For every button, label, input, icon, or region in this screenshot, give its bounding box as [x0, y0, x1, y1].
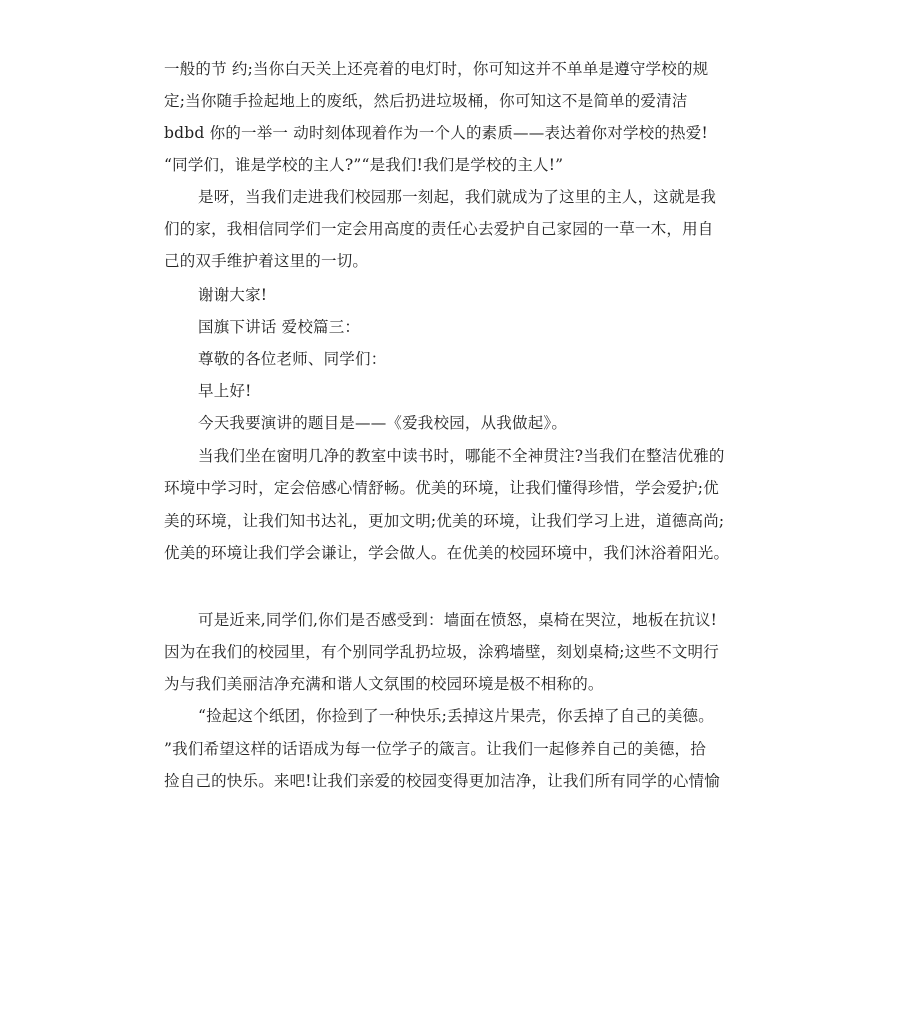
text-line: 今天我要演讲的题目是——《爱我校园，从我做起》。	[198, 414, 568, 432]
text-line: 尊敬的各位老师、同学们：	[198, 350, 387, 368]
text-line: 国旗下讲话 爱校篇三：	[198, 318, 361, 336]
text-line: 们的家，我相信同学们一定会用高度的责任心去爱护自己家园的一草一木，用自	[164, 220, 714, 238]
text-line: ”我们希望这样的话语成为每一位学子的箴言。让我们一起修养自己的美德，拾	[164, 740, 706, 758]
text-line: 为与我们美丽洁净充满和谐人文氛围的校园环境是极不相称的。	[164, 675, 604, 693]
text-line: 可是近来,同学们,你们是否感受到：墙面在愤怒，桌椅在哭泣，地板在抗议!	[198, 611, 718, 629]
text-line: 捡自己的快乐。来吧!让我们亲爱的校园变得更加洁净，让我们所有同学的心情愉	[164, 772, 720, 790]
text-line: bdbd 你的一举一 动时刻体现着作为一个人的素质——表达着你对学校的热爱!	[164, 124, 708, 142]
text-line: “捡起这个纸团，你捡到了一种快乐;丢掉这片果壳，你丢掉了自己的美德。	[198, 707, 714, 725]
text-line: 优美的环境让我们学会谦让，学会做人。在优美的校园环境中，我们沐浴着阳光。	[164, 544, 730, 562]
text-line: 当我们坐在窗明几净的教室中读书时，哪能不全神贯注?当我们在整洁优雅的	[198, 447, 725, 465]
text-line: 是呀，当我们走进我们校园那一刻起，我们就成为了这里的主人，这就是我	[198, 188, 717, 206]
text-line: 早上好!	[198, 382, 252, 400]
text-line: 谢谢大家!	[198, 286, 268, 304]
text-line: 己的双手维护着这里的一切。	[164, 252, 369, 270]
text-line: 环境中学习时，定会倍感心情舒畅。优美的环境，让我们懂得珍惜，学会爱护;优	[164, 479, 719, 497]
text-line: “同学们，谁是学校的主人?”“是我们!我们是学校的主人!”	[164, 156, 564, 174]
text-line: 因为在我们的校园里，有个别同学乱扔垃圾，涂鸦墙壁，刻划桌椅;这些不文明行	[164, 643, 719, 661]
text-line: 一般的节 约;当你白天关上还亮着的电灯时，你可知这并不单单是遵守学校的规	[164, 60, 709, 78]
text-line: 美的环境，让我们知书达礼，更加文明;优美的环境，让我们学习上进，道德高尚;	[164, 512, 725, 530]
text-line: 定;当你随手捡起地上的废纸，然后扔进垃圾桶，你可知这不是简单的爱清洁	[164, 92, 688, 110]
